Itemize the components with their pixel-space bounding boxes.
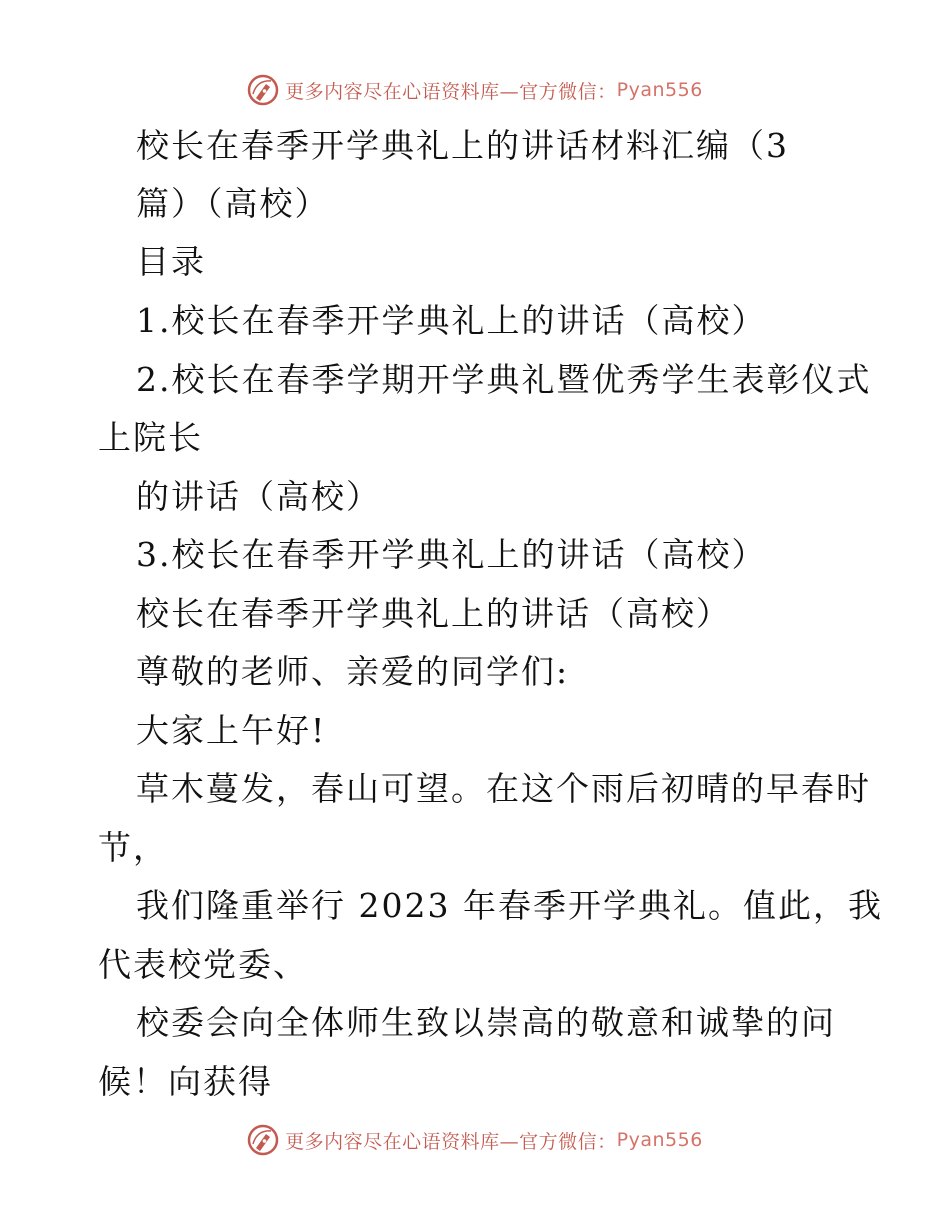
paragraph-1-line-2: 节， [98, 828, 168, 867]
paragraph-1-line-1: 草木蔓发，春山可望。在这个雨后初晴的早春时 [136, 769, 871, 808]
toc-heading: 目录 [136, 242, 206, 281]
footer-banner [0, 1120, 950, 1160]
paragraph-2-line-2: 代表校党委、 [98, 945, 308, 984]
greeting: 大家上午好! [136, 711, 327, 750]
banner-text: 更多内容尽在心语资料库—官方微信： [285, 80, 617, 103]
wechat-id: Pyan556 [616, 79, 703, 101]
banner-text: 更多内容尽在心语资料库—官方微信： [285, 1130, 617, 1153]
toc-item-2-line-3: 的讲话（高校） [136, 477, 381, 516]
paragraph-2-line-1: 我们隆重举行 2023 年春季开学典礼。值此，我 [136, 886, 883, 925]
toc-item-3: 3.校长在春季开学典礼上的讲话（高校） [136, 535, 767, 574]
wechat-id: Pyan556 [616, 1129, 703, 1151]
pen-nib-logo-icon [247, 1124, 279, 1156]
toc-item-2-line-1: 2.校长在春季学期开学典礼暨优秀学生表彰仪式 [136, 360, 872, 399]
toc-item-1: 1.校长在春季开学典礼上的讲话（高校） [136, 301, 767, 340]
paragraph-3-line-2: 候！向获得 [98, 1062, 273, 1101]
paragraph-3-line-1: 校委会向全体师生致以崇高的敬意和诚挚的问 [136, 1003, 836, 1042]
doc-title-line-1: 校长在春季开学典礼上的讲话材料汇编（3 [136, 126, 789, 165]
section-title: 校长在春季开学典礼上的讲话（高校） [136, 594, 731, 633]
salutation: 尊敬的老师、亲爱的同学们: [136, 652, 570, 691]
doc-title-line-2: 篇）（高校） [136, 184, 330, 223]
toc-item-2-line-2: 上院长 [98, 418, 203, 457]
